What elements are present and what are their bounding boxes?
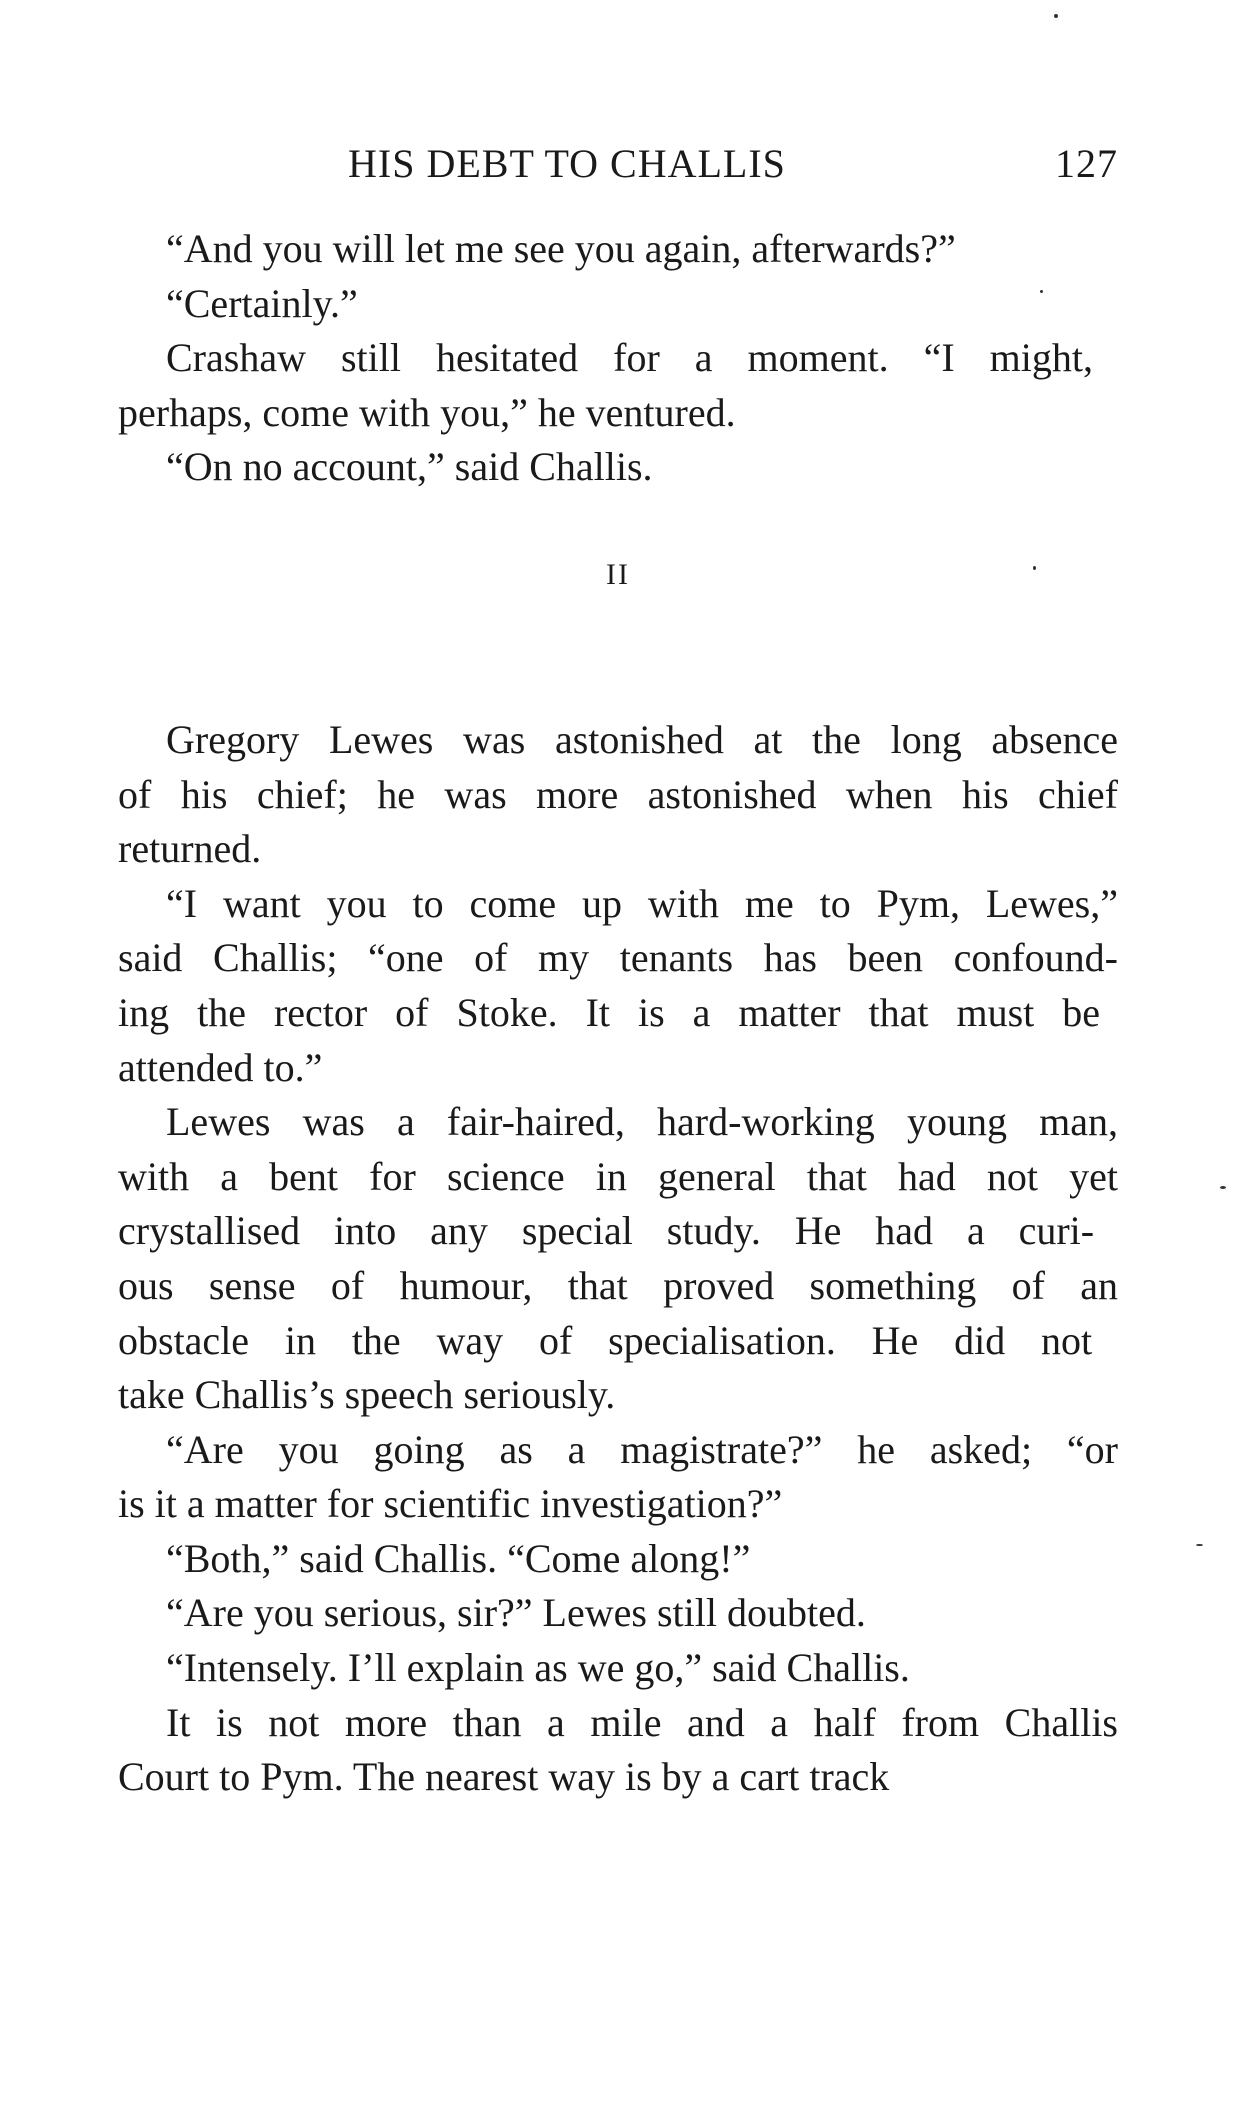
running-head xyxy=(118,140,1118,200)
text-line: “Certainly.” xyxy=(166,280,358,326)
text-line: take Challis’s speech seriously. xyxy=(118,1372,616,1418)
text-line: “I want you to come up with me to Pym, Lewes,” xyxy=(166,880,1118,926)
text-line: perhaps, come with you,” he ventured. xyxy=(118,389,736,435)
paragraph xyxy=(118,713,1118,877)
text-line: “Are you serious, sir?” Lewes still doubted. xyxy=(166,1590,866,1636)
paragraph xyxy=(118,1532,1118,1587)
scan-speck xyxy=(1040,290,1043,293)
paragraph xyxy=(118,877,1118,1095)
text-line: Gregory Lewes was astonished at the long absence xyxy=(166,716,1118,762)
paragraph xyxy=(118,277,1118,332)
text-line: “Are you going as a magistrate?” he asked; “or xyxy=(166,1426,1118,1472)
paragraph xyxy=(118,222,1118,277)
scan-speck xyxy=(1054,14,1058,18)
paragraph xyxy=(118,1095,1118,1423)
paragraph xyxy=(118,1696,1118,1805)
page-number: 127 xyxy=(1055,141,1118,186)
text-line: ous sense of humour, that proved something of an xyxy=(118,1262,1118,1308)
scan-speck xyxy=(1220,1186,1226,1189)
running-title: HIS DEBT TO CHALLIS xyxy=(348,141,786,186)
body-text xyxy=(118,222,1118,1805)
section-break xyxy=(118,495,1118,713)
paragraph xyxy=(118,440,1118,495)
scan-speck xyxy=(1033,566,1036,570)
text-line: “Both,” said Challis. “Come along!” xyxy=(166,1535,751,1581)
text-line: “Intensely. I’ll explain as we go,” said Challis. xyxy=(166,1645,910,1691)
text-line: ing the rector of Stoke. It is a matter that must be xyxy=(118,989,1101,1035)
text-line: Crashaw still hesitated for a moment. “I might, xyxy=(166,335,1093,381)
paragraph xyxy=(118,1641,1118,1696)
text-line: “On no account,” said Challis. xyxy=(166,444,653,490)
text-line: “And you will let me see you again, afterwards?” xyxy=(166,226,956,271)
text-line: crystallised into any special study. He had a curi- xyxy=(118,1208,1095,1254)
scan-speck xyxy=(1196,1544,1203,1546)
paragraph xyxy=(118,331,1118,440)
section-numeral: II xyxy=(606,557,630,591)
text-line: It is not more than a mile and a half from Challis xyxy=(166,1699,1118,1745)
text-line: obstacle in the way of specialisation. He did not xyxy=(118,1317,1093,1363)
text-line: of his chief; he was more astonished when his chief xyxy=(118,771,1118,817)
paragraph xyxy=(118,1423,1118,1532)
text-line: Lewes was a fair-haired, hard-working young man, xyxy=(166,1099,1118,1145)
text-line: returned. xyxy=(118,826,262,872)
text-line: Court to Pym. The nearest way is by a cart track xyxy=(118,1754,890,1800)
text-line: is it a matter for scientific investigation?” xyxy=(118,1481,783,1527)
text-line: said Challis; “one of my tenants has been confound- xyxy=(118,935,1118,981)
paragraph xyxy=(118,1586,1118,1641)
text-line: attended to.” xyxy=(118,1044,323,1090)
text-line: with a bent for science in general that had not yet xyxy=(118,1153,1118,1199)
